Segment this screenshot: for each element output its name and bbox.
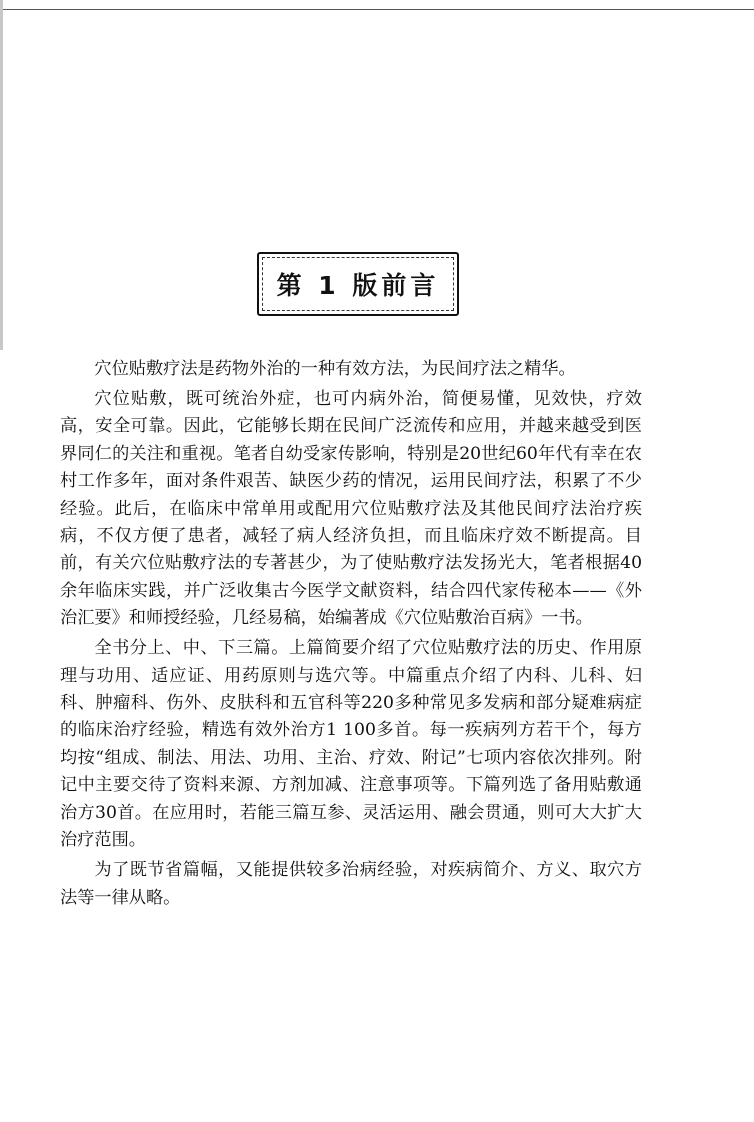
chapter-title: 第 1 版前言 (276, 271, 440, 300)
scan-left-edge (0, 0, 3, 350)
chapter-title-box (257, 252, 459, 316)
page-top-rule (0, 9, 754, 10)
paragraph-4: 为了既节省篇幅，又能提供较多治病经验，对疾病简介、方义、取穴方法等一律从略。 (60, 860, 642, 908)
preface-body (60, 356, 642, 915)
paragraph-3: 全书分上、中、下三篇。上篇简要介绍了穴位贴敷疗法的历史、作用原理与功用、适应证、用药原则与选穴等。中篇重点介绍了内科、儿科、妇科、肿瘤科、伤外、皮肤科和五官科等220多种常见多发病和部分疑难病症的临床治疗经验，精选有效外治方1 100多首。每一疾病列方若干个，每方均按“组成、制法、用法、功用、主治、疗效、附记”七项内容依次排列。附记中主要交待了资料来源、方剂加减、注意事项等。下篇列选了备用贴敷通治方30首。在应用时，若能三篇互参、灵活运用、融会贯通，则可大大扩大治疗范围。 (60, 638, 642, 851)
paragraph-1: 穴位贴敷疗法是药物外治的一种有效方法，为民间疗法之精华。 (94, 359, 576, 379)
paragraph-2: 穴位贴敷，既可统治外症，也可内病外治，简便易懂，见效快，疗效高，安全可靠。因此，它能够长期在民间广泛流传和应用，并越来越受到医界同仁的关注和重视。笔者自幼受家传影响，特别是20世纪60年代有幸在农村工作多年，面对条件艰苦、缺医少药的情况，运用民间疗法，积累了不少经验。此后，在临床中常单用或配用穴位贴敷疗法及其他民间疗法治疗疾病，不仅方便了患者，减轻了病人经济负担，而且临床疗效不断提高。目前，有关穴位贴敷疗法的专著甚少，为了使贴敷疗法发扬光大，笔者根据40余年临床实践，并广泛收集古今医学文献资料，结合四代家传秘本——《外治汇要》和师授经验，几经易稿，始编著成《穴位贴敷治百病》一书。 (60, 389, 642, 629)
